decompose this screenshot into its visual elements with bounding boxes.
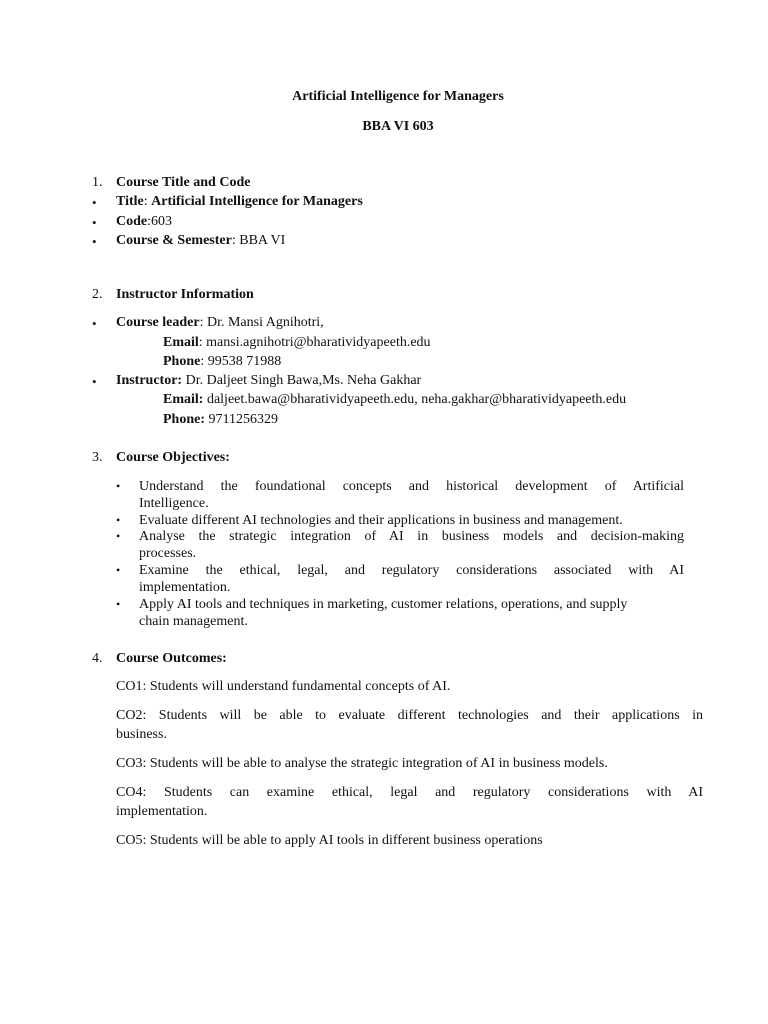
section-2-number: 2. [92, 287, 103, 302]
instructor-email-label: Email: [163, 392, 204, 407]
leader-email-label: Email [163, 335, 199, 350]
instructor-email-value: daljeet.bawa@bharatividyapeeth.edu, neha.gakhar@bharatividyapeeth.edu [206, 392, 627, 407]
objective-1-line-1: Understand the foundational concepts and historical development of Artificial [139, 479, 684, 494]
section-1-number: 1. [92, 175, 103, 190]
leader-phone-row [163, 353, 281, 370]
outcome-co4-line-2: implementation. [116, 804, 208, 819]
objective-1-line-2: Intelligence. [139, 496, 209, 511]
code-item [116, 213, 172, 230]
instructor-phone-row [163, 411, 278, 428]
bullet-icon: • [92, 374, 97, 389]
code-label: Code [116, 214, 148, 229]
outcome-co4-line-1: CO4: Students can examine ethical, legal and regulatory considerations with AI [116, 785, 703, 800]
outcome-co5: CO5: Students will be able to apply AI tools in different business operations [116, 833, 543, 848]
semester-item [116, 232, 285, 249]
objective-2-line-1: Evaluate different AI technologies and their applications in business and management. [139, 513, 623, 528]
instructor-value: Dr. Daljeet Singh Bawa,Ms. Neha Gakhar [185, 373, 422, 388]
bullet-icon: • [92, 234, 97, 249]
objective-5-line-1: Apply AI tools and techniques in marketing, customer relations, operations, and supply [139, 597, 628, 612]
objective-3-line-2: processes. [139, 546, 197, 561]
code-value: 603 [151, 214, 173, 229]
bullet-icon: • [92, 215, 97, 230]
bullet-icon: • [116, 529, 121, 543]
section-4-number: 4. [92, 651, 103, 666]
leader-email-value: mansi.agnihotri@bharatividyapeeth.edu [206, 335, 431, 350]
bullet-icon: • [92, 316, 97, 331]
title-item [116, 193, 363, 210]
leader-email-row [163, 334, 431, 351]
section-3-heading: Course Objectives: [116, 450, 230, 465]
outcome-co1: CO1: Students will understand fundamental concepts of AI. [116, 679, 451, 694]
instructor-phone-value: 9711256329 [208, 412, 278, 427]
course-leader-label: Course leader [116, 315, 200, 330]
colon: : [200, 354, 208, 369]
instructor-label: Instructor: [116, 373, 183, 388]
colon: : [143, 194, 152, 209]
title-label: Title [116, 194, 144, 209]
objective-4-line-2: implementation. [139, 580, 231, 595]
instructor-phone-label: Phone: [163, 412, 205, 427]
semester-label: Course & Semester [116, 233, 232, 248]
instructor-item [116, 372, 421, 389]
section-1-heading: Course Title and Code [116, 175, 251, 190]
section-3-number: 3. [92, 450, 103, 465]
instructor-email-row [163, 391, 626, 408]
colon: : [199, 315, 207, 330]
bullet-icon: • [116, 563, 121, 577]
bullet-icon: • [92, 195, 97, 210]
colon: : [231, 233, 240, 248]
outcome-co3: CO3: Students will be able to analyse the strategic integration of AI in business models. [116, 756, 608, 771]
title-value: Artificial Intelligence for Managers [151, 194, 363, 209]
bullet-icon: • [116, 597, 121, 611]
course-leader-value: Dr. Mansi Agnihotri, [206, 315, 324, 330]
bullet-icon: • [116, 513, 121, 527]
objective-4-line-1: Examine the ethical, legal, and regulatory considerations associated with AI [139, 563, 684, 578]
outcome-co2-line-2: business. [116, 727, 167, 742]
section-4-heading: Course Outcomes: [116, 651, 227, 666]
course-code-heading: BBA VI 603 [362, 119, 434, 134]
bullet-icon: • [116, 479, 121, 493]
objective-3-line-1: Analyse the strategic integration of AI in business models and decision-making [139, 529, 684, 544]
leader-phone-label: Phone [163, 354, 201, 369]
colon: : [147, 214, 152, 229]
semester-value: BBA VI [239, 233, 286, 248]
document-title: Artificial Intelligence for Managers [292, 89, 504, 104]
course-leader-item [116, 314, 324, 331]
colon: : [198, 335, 207, 350]
section-2-heading: Instructor Information [116, 287, 254, 302]
leader-phone-value: 99538 71988 [207, 354, 282, 369]
outcome-co2-line-1: CO2: Students will be able to evaluate different technologies and their applications in [116, 708, 703, 723]
objective-5-line-2: chain management. [139, 614, 248, 629]
